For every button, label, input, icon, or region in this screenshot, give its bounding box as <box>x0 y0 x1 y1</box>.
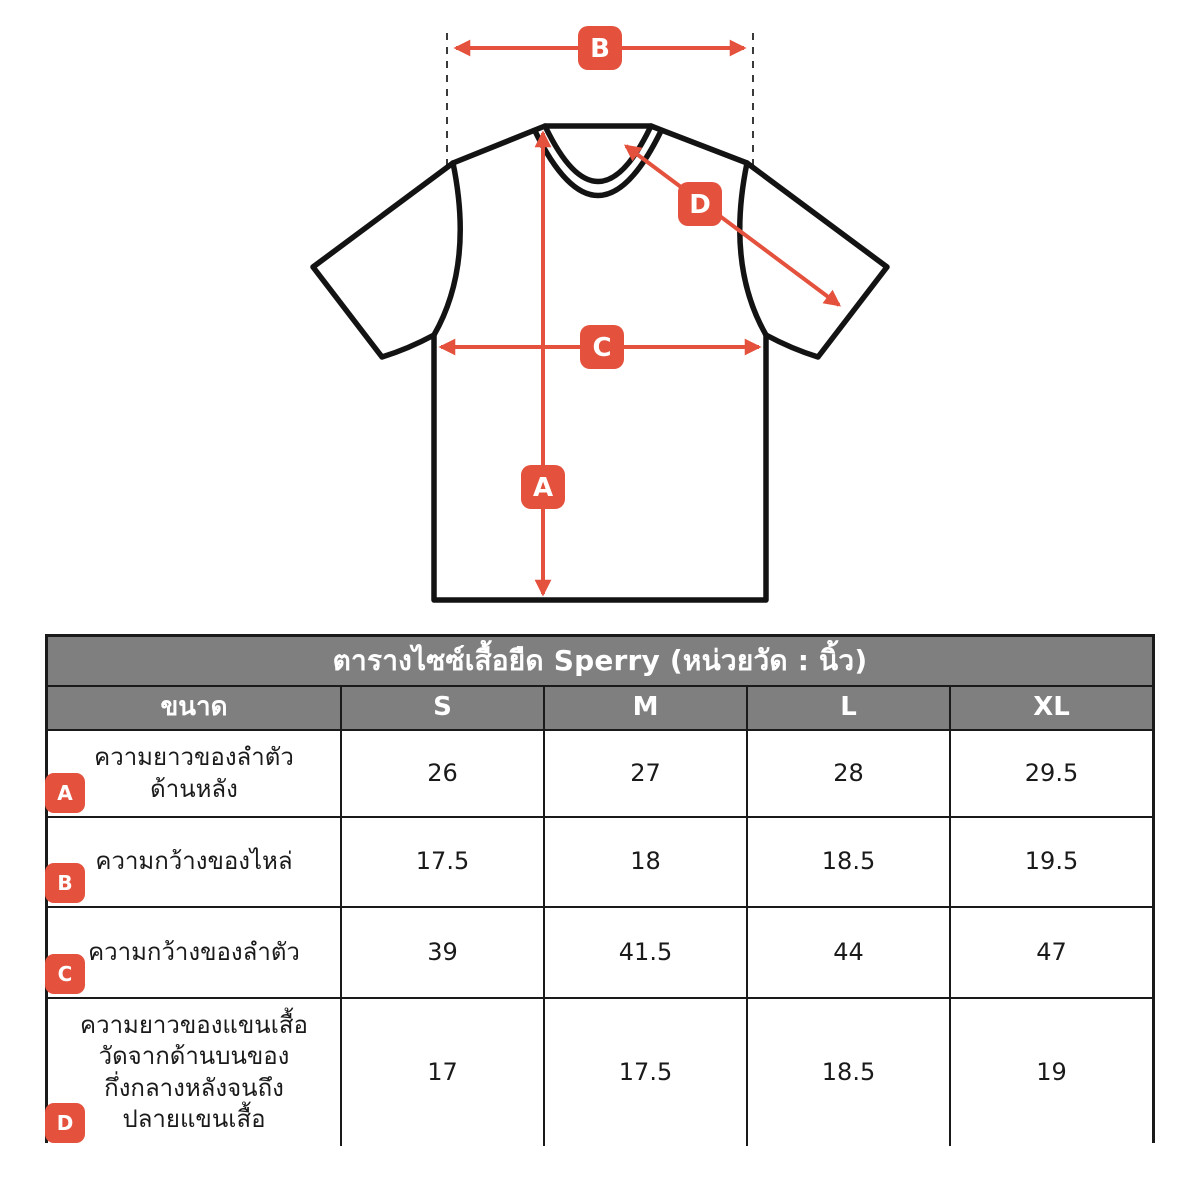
row-a-value-s: 26 <box>340 731 543 816</box>
row-d-label-line-2: วัดจากด้านบนของ <box>98 1042 290 1071</box>
row-d-value-s: 17 <box>340 999 543 1146</box>
row-a-label <box>48 731 340 816</box>
row-a-value-m: 27 <box>543 731 746 816</box>
size-table <box>45 634 1155 1143</box>
row-a-value-l: 28 <box>746 731 949 816</box>
badge-d-label: D <box>689 190 711 220</box>
row-d-label <box>48 999 340 1146</box>
row-badge-c: C <box>45 954 85 994</box>
row-d-label-line-4: ปลายแขนเสื้อ <box>122 1104 266 1133</box>
column-header-xl: XL <box>949 687 1152 729</box>
badge-a-label: A <box>532 473 554 503</box>
table-row-a <box>48 731 1152 818</box>
row-d-label-line-1: ความยาวของแขนเสื้อ <box>80 1011 308 1040</box>
table-row-b <box>48 818 1152 908</box>
row-b-label <box>48 818 340 906</box>
column-header-m: M <box>543 687 746 729</box>
row-c-value-l: 44 <box>746 908 949 997</box>
row-c-label-line-1: ความกว้างของลำตัว <box>88 937 300 966</box>
table-row-d <box>48 999 1152 1146</box>
row-b-value-m: 18 <box>543 818 746 906</box>
row-b-value-xl: 19.5 <box>949 818 1152 906</box>
row-b-label-line-1: ความกว้างของไหล่ <box>95 847 293 876</box>
table-row-c <box>48 908 1152 999</box>
column-header-size: ขนาด <box>160 692 228 723</box>
row-d-value-m: 17.5 <box>543 999 746 1146</box>
badge-d <box>678 182 722 226</box>
row-a-label-line-1: ความยาวของลำตัว <box>94 743 294 772</box>
row-d-value-xl: 19 <box>949 999 1152 1146</box>
row-c-value-xl: 47 <box>949 908 1152 997</box>
row-a-value-xl: 29.5 <box>949 731 1152 816</box>
row-a-label-line-2: ด้านหลัง <box>150 774 238 803</box>
row-badge-a: A <box>45 773 85 813</box>
badge-b <box>578 26 622 70</box>
badge-c <box>580 325 624 369</box>
row-d-label-line-3: กึ่งกลางหลังจนถึง <box>104 1073 284 1102</box>
row-badge-b: B <box>45 863 85 903</box>
row-badge-d: D <box>45 1103 85 1143</box>
row-c-value-s: 39 <box>340 908 543 997</box>
size-table-title: ตารางไซซ์เสื้อยืด Sperry (หน่วยวัด : นิ้ว) <box>48 637 1152 687</box>
badge-c-label: C <box>592 333 612 363</box>
size-table-header-row <box>48 687 1152 731</box>
badge-a <box>521 465 565 509</box>
column-header-l: L <box>746 687 949 729</box>
row-b-value-l: 18.5 <box>746 818 949 906</box>
row-c-label <box>48 908 340 997</box>
column-header-s: S <box>340 687 543 729</box>
row-b-value-s: 17.5 <box>340 818 543 906</box>
row-d-value-l: 18.5 <box>746 999 949 1146</box>
size-table-body <box>48 731 1152 1146</box>
row-c-value-m: 41.5 <box>543 908 746 997</box>
badge-b-label: B <box>590 34 610 64</box>
